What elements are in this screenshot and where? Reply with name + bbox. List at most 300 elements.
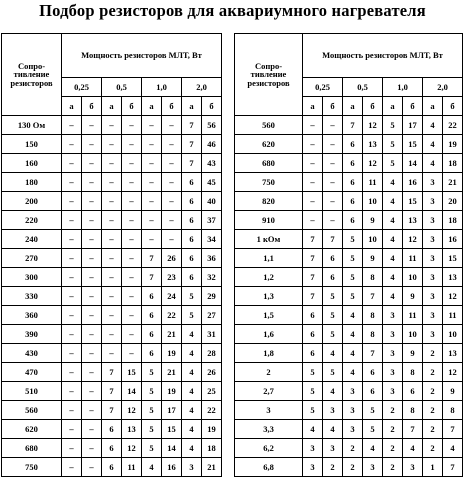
count-cell: 6	[363, 382, 383, 401]
count-cell: –	[82, 173, 102, 192]
count-cell: 6	[142, 325, 162, 344]
count-cell: –	[122, 116, 142, 135]
count-cell: –	[102, 306, 122, 325]
count-cell: 9	[403, 287, 423, 306]
sub-a-header: а	[182, 97, 202, 116]
wattage-header: 2,0	[182, 78, 222, 97]
count-cell: 7	[323, 230, 343, 249]
wattage-header: 0,25	[303, 78, 343, 97]
table-row	[2, 439, 222, 458]
resistor-table-left	[1, 33, 222, 477]
count-cell: 5	[303, 382, 323, 401]
count-cell: 3	[383, 363, 403, 382]
count-cell: 21	[162, 325, 182, 344]
count-cell: –	[62, 173, 82, 192]
count-cell: –	[82, 249, 102, 268]
table-row	[235, 363, 463, 382]
count-cell: 10	[443, 325, 463, 344]
count-cell: 36	[202, 249, 222, 268]
count-cell: 5	[142, 420, 162, 439]
count-cell: 3	[343, 382, 363, 401]
count-cell: 16	[403, 173, 423, 192]
count-cell: 5	[142, 401, 162, 420]
resistance-value: 430	[2, 344, 62, 363]
page-title: Подбор резисторов для аквариумного нагревателя	[39, 1, 426, 20]
count-cell: –	[62, 154, 82, 173]
count-cell: 3	[383, 382, 403, 401]
count-cell: –	[162, 135, 182, 154]
count-cell: 13	[363, 135, 383, 154]
count-cell: –	[303, 116, 323, 135]
resistance-value: 620	[2, 420, 62, 439]
count-cell: –	[102, 192, 122, 211]
count-cell: 3	[403, 458, 423, 477]
count-cell: 3	[303, 458, 323, 477]
resistance-value: 750	[235, 173, 303, 192]
count-cell: –	[142, 192, 162, 211]
count-cell: –	[102, 135, 122, 154]
count-cell: –	[82, 401, 102, 420]
sub-a-header: а	[383, 97, 403, 116]
count-cell: 5	[323, 325, 343, 344]
count-cell: 12	[122, 439, 142, 458]
resistance-value: 820	[235, 192, 303, 211]
count-cell: 11	[363, 173, 383, 192]
count-cell: 15	[403, 135, 423, 154]
table-row	[235, 116, 463, 135]
count-cell: 6	[303, 325, 323, 344]
count-cell: –	[162, 211, 182, 230]
table-row	[2, 173, 222, 192]
count-cell: 4	[182, 382, 202, 401]
count-cell: –	[162, 192, 182, 211]
count-cell: 6	[102, 458, 122, 477]
resistance-value: 680	[2, 439, 62, 458]
count-cell: 3	[303, 439, 323, 458]
table-row	[235, 249, 463, 268]
count-cell: 45	[202, 173, 222, 192]
count-cell: 9	[363, 211, 383, 230]
count-cell: 15	[122, 363, 142, 382]
count-cell: 2	[383, 420, 403, 439]
count-cell: 2	[343, 458, 363, 477]
table-row	[235, 268, 463, 287]
resistance-value: 1,5	[235, 306, 303, 325]
count-cell: 32	[202, 268, 222, 287]
count-cell: –	[323, 211, 343, 230]
count-cell: –	[122, 287, 142, 306]
resistance-value: 1,6	[235, 325, 303, 344]
table-row	[235, 154, 463, 173]
resistance-value: 750	[2, 458, 62, 477]
count-cell: –	[82, 230, 102, 249]
count-cell: –	[62, 135, 82, 154]
table-row	[235, 306, 463, 325]
count-cell: 6	[303, 344, 323, 363]
resistance-value: 6,8	[235, 458, 303, 477]
count-cell: 4	[303, 420, 323, 439]
count-cell: 3	[423, 249, 443, 268]
resistor-table-left-body	[2, 34, 222, 477]
count-cell: –	[122, 230, 142, 249]
count-cell: –	[62, 325, 82, 344]
count-cell: 5	[303, 401, 323, 420]
count-cell: 5	[383, 116, 403, 135]
table-row	[2, 458, 222, 477]
resistance-value: 1,3	[235, 287, 303, 306]
count-cell: –	[323, 116, 343, 135]
sub-b-header: б	[323, 97, 343, 116]
count-cell: 23	[162, 268, 182, 287]
table-row	[2, 363, 222, 382]
count-cell: –	[102, 211, 122, 230]
count-cell: –	[102, 325, 122, 344]
count-cell: 2	[423, 401, 443, 420]
count-cell: 6	[363, 363, 383, 382]
table-row	[2, 420, 222, 439]
count-cell: 7	[303, 249, 323, 268]
table-row	[2, 268, 222, 287]
count-cell: –	[62, 116, 82, 135]
count-cell: 13	[443, 268, 463, 287]
table-row	[235, 230, 463, 249]
count-cell: –	[162, 154, 182, 173]
count-cell: 7	[303, 268, 323, 287]
count-cell: –	[82, 192, 102, 211]
count-cell: 5	[363, 401, 383, 420]
count-cell: 4	[182, 401, 202, 420]
table-row	[2, 344, 222, 363]
count-cell: 9	[443, 382, 463, 401]
count-cell: –	[122, 344, 142, 363]
count-cell: 7	[443, 420, 463, 439]
count-cell: 6	[182, 249, 202, 268]
count-cell: 26	[162, 249, 182, 268]
count-cell: 19	[443, 135, 463, 154]
count-cell: –	[122, 249, 142, 268]
count-cell: 28	[202, 344, 222, 363]
resistance-value: 2	[235, 363, 303, 382]
resistance-value: 150	[2, 135, 62, 154]
count-cell: 3	[363, 458, 383, 477]
count-cell: 26	[202, 363, 222, 382]
count-cell: 5	[142, 363, 162, 382]
count-cell: 3	[423, 230, 443, 249]
count-cell: –	[142, 116, 162, 135]
count-cell: –	[303, 154, 323, 173]
count-cell: 6	[303, 306, 323, 325]
count-cell: –	[323, 192, 343, 211]
count-cell: 14	[403, 154, 423, 173]
count-cell: 3	[323, 401, 343, 420]
count-cell: 7	[142, 268, 162, 287]
resistance-value: 300	[2, 268, 62, 287]
count-cell: –	[82, 344, 102, 363]
count-cell: 11	[403, 249, 423, 268]
count-cell: 5	[343, 287, 363, 306]
count-cell: 2	[423, 439, 443, 458]
table-row	[235, 420, 463, 439]
count-cell: –	[122, 135, 142, 154]
resistance-header: Сопро- тивление резисторов	[235, 34, 303, 116]
count-cell: 3	[423, 173, 443, 192]
count-cell: 18	[443, 154, 463, 173]
count-cell: 34	[202, 230, 222, 249]
count-cell: 7	[363, 287, 383, 306]
table-row	[2, 249, 222, 268]
count-cell: 4	[343, 325, 363, 344]
count-cell: 12	[122, 401, 142, 420]
count-cell: 16	[443, 230, 463, 249]
header-row	[2, 34, 222, 78]
count-cell: 5	[142, 382, 162, 401]
count-cell: 4	[182, 325, 202, 344]
count-cell: –	[122, 325, 142, 344]
count-cell: 5	[323, 287, 343, 306]
count-cell: –	[162, 173, 182, 192]
count-cell: 12	[403, 230, 423, 249]
count-cell: 4	[423, 135, 443, 154]
count-cell: –	[122, 173, 142, 192]
count-cell: 10	[363, 230, 383, 249]
count-cell: 12	[363, 154, 383, 173]
count-cell: –	[82, 268, 102, 287]
count-cell: 21	[162, 363, 182, 382]
count-cell: –	[62, 344, 82, 363]
count-cell: –	[162, 230, 182, 249]
count-cell: –	[122, 154, 142, 173]
count-cell: –	[303, 211, 323, 230]
count-cell: –	[303, 192, 323, 211]
count-cell: 4	[323, 382, 343, 401]
resistance-value: 680	[235, 154, 303, 173]
table-row	[235, 173, 463, 192]
resistance-value: 560	[2, 401, 62, 420]
count-cell: 3	[423, 192, 443, 211]
table-row	[235, 325, 463, 344]
wattage-header: 0,25	[62, 78, 102, 97]
count-cell: 6	[142, 344, 162, 363]
resistance-value: 270	[2, 249, 62, 268]
count-cell: –	[82, 363, 102, 382]
count-cell: –	[142, 230, 162, 249]
count-cell: 18	[202, 439, 222, 458]
count-cell: –	[62, 230, 82, 249]
count-cell: 6	[102, 439, 122, 458]
count-cell: 10	[403, 268, 423, 287]
count-cell: 4	[323, 344, 343, 363]
count-cell: 1	[423, 458, 443, 477]
table-row	[235, 382, 463, 401]
count-cell: 6	[142, 287, 162, 306]
count-cell: 4	[423, 154, 443, 173]
count-cell: 4	[383, 249, 403, 268]
count-cell: 11	[122, 458, 142, 477]
count-cell: 5	[182, 306, 202, 325]
count-cell: 5	[182, 287, 202, 306]
count-cell: –	[62, 439, 82, 458]
sub-b-header: б	[82, 97, 102, 116]
count-cell: 4	[403, 439, 423, 458]
count-cell: –	[62, 363, 82, 382]
count-cell: 7	[142, 249, 162, 268]
table-row	[235, 135, 463, 154]
count-cell: 2	[383, 458, 403, 477]
count-cell: 22	[162, 306, 182, 325]
count-cell: 5	[343, 268, 363, 287]
count-cell: 4	[182, 344, 202, 363]
resistance-header: Сопро- тивление резисторов	[2, 34, 62, 116]
count-cell: 4	[343, 363, 363, 382]
count-cell: 4	[383, 287, 403, 306]
count-cell: 5	[383, 154, 403, 173]
count-cell: 4	[383, 268, 403, 287]
resistor-table-right	[234, 33, 463, 477]
count-cell: 8	[403, 363, 423, 382]
resistance-value: 1 кОм	[235, 230, 303, 249]
count-cell: 13	[122, 420, 142, 439]
count-cell: 2	[383, 439, 403, 458]
count-cell: –	[102, 249, 122, 268]
table-row	[235, 211, 463, 230]
count-cell: 5	[323, 363, 343, 382]
count-cell: 4	[142, 458, 162, 477]
count-cell: –	[142, 154, 162, 173]
count-cell: 4	[423, 116, 443, 135]
sub-a-header: а	[343, 97, 363, 116]
count-cell: 14	[162, 439, 182, 458]
table-row	[2, 230, 222, 249]
count-cell: 8	[363, 325, 383, 344]
power-header: Мощность резисторов МЛТ, Вт	[303, 34, 463, 78]
table-row	[2, 135, 222, 154]
table-row	[2, 382, 222, 401]
count-cell: 5	[363, 420, 383, 439]
resistance-value: 470	[2, 363, 62, 382]
sub-a-header: а	[303, 97, 323, 116]
count-cell: 19	[202, 420, 222, 439]
count-cell: –	[82, 325, 102, 344]
count-cell: 6	[182, 230, 202, 249]
sub-b-header: б	[202, 97, 222, 116]
count-cell: 4	[383, 192, 403, 211]
sub-b-header: б	[162, 97, 182, 116]
resistance-value: 200	[2, 192, 62, 211]
table-row	[2, 325, 222, 344]
sub-b-header: б	[122, 97, 142, 116]
count-cell: 17	[403, 116, 423, 135]
resistor-table-right-body	[235, 34, 463, 477]
count-cell: 9	[403, 344, 423, 363]
count-cell: 7	[403, 420, 423, 439]
count-cell: –	[82, 382, 102, 401]
count-cell: –	[62, 287, 82, 306]
count-cell: 6	[323, 249, 343, 268]
count-cell: –	[62, 211, 82, 230]
count-cell: 17	[162, 401, 182, 420]
count-cell: 5	[142, 439, 162, 458]
resistance-value: 2,7	[235, 382, 303, 401]
count-cell: 3	[182, 458, 202, 477]
resistance-value: 3	[235, 401, 303, 420]
count-cell: 4	[443, 439, 463, 458]
wattage-header: 2,0	[423, 78, 463, 97]
table-row	[235, 344, 463, 363]
sub-b-header: б	[403, 97, 423, 116]
count-cell: 11	[403, 306, 423, 325]
count-cell: 7	[182, 116, 202, 135]
count-cell: –	[142, 211, 162, 230]
count-cell: 6	[323, 268, 343, 287]
count-cell: 2	[423, 382, 443, 401]
count-cell: 13	[403, 211, 423, 230]
resistance-value: 220	[2, 211, 62, 230]
count-cell: 3	[423, 211, 443, 230]
count-cell: 4	[343, 306, 363, 325]
count-cell: 29	[202, 287, 222, 306]
count-cell: –	[102, 173, 122, 192]
count-cell: 4	[343, 344, 363, 363]
count-cell: 3	[423, 287, 443, 306]
count-cell: 4	[383, 173, 403, 192]
count-cell: –	[82, 287, 102, 306]
count-cell: 7	[363, 344, 383, 363]
count-cell: 9	[363, 249, 383, 268]
count-cell: 6	[182, 268, 202, 287]
table-row	[2, 287, 222, 306]
count-cell: –	[102, 154, 122, 173]
wattage-header: 0,5	[343, 78, 383, 97]
count-cell: 10	[403, 325, 423, 344]
table-row	[235, 287, 463, 306]
count-cell: –	[82, 306, 102, 325]
count-cell: 6	[182, 211, 202, 230]
count-cell: –	[102, 344, 122, 363]
wattage-header: 0,5	[102, 78, 142, 97]
count-cell: 21	[443, 173, 463, 192]
resistance-value: 360	[2, 306, 62, 325]
count-cell: –	[102, 116, 122, 135]
count-cell: –	[162, 116, 182, 135]
resistance-value: 560	[235, 116, 303, 135]
count-cell: 3	[343, 401, 363, 420]
sub-a-header: а	[142, 97, 162, 116]
count-cell: 4	[363, 439, 383, 458]
count-cell: 6	[343, 135, 363, 154]
resistance-value: 620	[235, 135, 303, 154]
header-row	[235, 34, 463, 78]
count-cell: 31	[202, 325, 222, 344]
count-cell: 22	[443, 116, 463, 135]
count-cell: 6	[343, 173, 363, 192]
count-cell: 6	[142, 306, 162, 325]
count-cell: 19	[162, 382, 182, 401]
count-cell: –	[62, 382, 82, 401]
count-cell: 2	[323, 458, 343, 477]
count-cell: –	[62, 192, 82, 211]
count-cell: 2	[423, 344, 443, 363]
count-cell: 13	[443, 344, 463, 363]
count-cell: –	[102, 268, 122, 287]
count-cell: 7	[443, 458, 463, 477]
count-cell: 7	[102, 401, 122, 420]
count-cell: 8	[363, 306, 383, 325]
sub-a-header: а	[423, 97, 443, 116]
count-cell: 6	[102, 420, 122, 439]
resistance-value: 510	[2, 382, 62, 401]
count-cell: 6	[182, 173, 202, 192]
count-cell: 4	[182, 363, 202, 382]
